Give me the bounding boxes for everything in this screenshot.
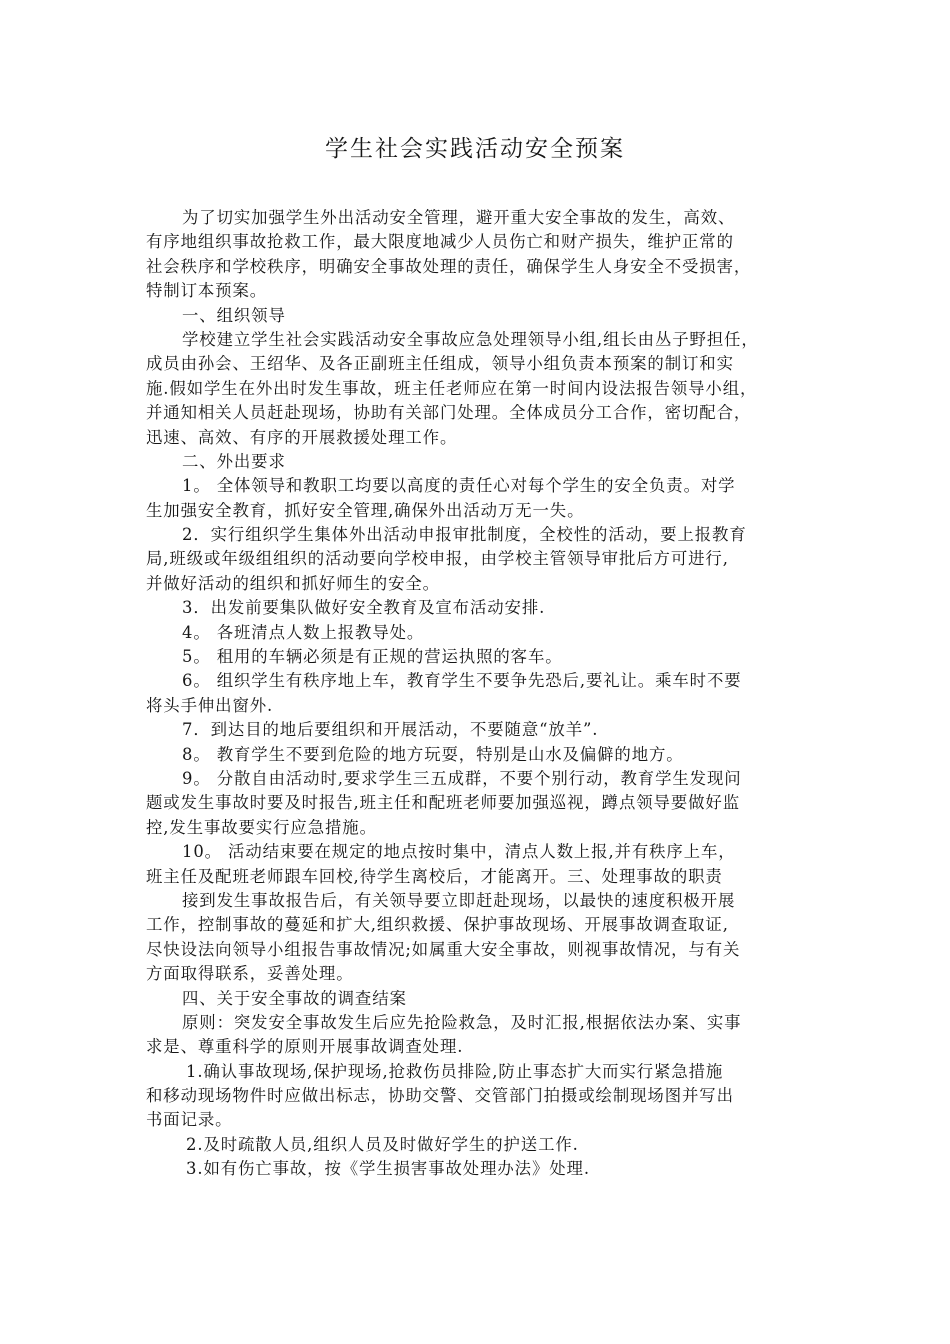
paragraph-line: 特制订本预案。: [146, 281, 268, 301]
paragraph-line: 工作，控制事故的蔓延和扩大,组织救援、保护事故现场、开展事故调查取证,: [146, 915, 729, 935]
document-body: [146, 206, 814, 1182]
document-title: 学生社会实践活动安全预案: [325, 136, 625, 162]
list-item-line: 控,发生事故要实行应急措施。: [146, 817, 377, 837]
paragraph-line: 迅速、高效、有序的开展救援处理工作。: [146, 427, 458, 447]
list-item-line: 1。 全体领导和教职工均要以高度的责任心对每个学生的安全负责。对学: [182, 476, 736, 496]
paragraph-line: 施.假如学生在外出时发生事故，班主任老师应在第一时间内设法报告领导小组，: [146, 378, 758, 398]
paragraph-line: 求是、尊重科学的原则开展事故调查处理.: [146, 1037, 464, 1057]
paragraph-line: 成员由孙会、王绍华、及各正副班主任组成，领导小组负责本预案的制订和实: [146, 354, 734, 374]
section-heading: 四、关于安全事故的调查结案: [182, 988, 407, 1008]
section-heading: 二、外出要求: [182, 451, 286, 471]
list-item-line: 8。 教育学生不要到危险的地方玩耍，特别是山水及偏僻的地方。: [182, 744, 684, 764]
paragraph-line: 接到发生事故报告后，有关领导要立即赶赴现场，以最快的速度积极开展: [182, 890, 736, 910]
paragraph-line: 有序地组织事故抢救工作，最大限度地减少人员伤亡和财产损失，维护正常的: [146, 232, 734, 252]
list-item-line: 局,班级或年级组组织的活动要向学校申报，由学校主管领导审批后方可进行,: [146, 549, 729, 569]
list-item-line: 将头手伸出窗外.: [146, 695, 274, 715]
paragraph-line: 为了切实加强学生外出活动安全管理，避开重大安全事故的发生，高效、: [182, 208, 736, 227]
list-item-line: 9。 分散自由活动时,要求学生三五成群，不要个别行动，教育学生发现问: [182, 768, 742, 788]
list-item-line: 3.如有伤亡事故，按《学生损害事故处理办法》处理.: [186, 1159, 590, 1179]
list-item-line: 5。 租用的车辆必须是有正规的营运执照的客车。: [182, 647, 563, 667]
paragraph-line: 方面取得联系，妥善处理。: [146, 964, 354, 984]
list-item-line: 3．出发前要集队做好安全教育及宣布活动安排.: [182, 598, 546, 618]
list-item-line: 并做好活动的组织和抓好师生的安全。: [146, 573, 440, 593]
list-item-line: 4。 各班清点人数上报教导处。: [182, 622, 425, 642]
list-item-line: 6。 组织学生有秩序地上车，教育学生不要争先恐后,要礼让。乘车时不要: [182, 671, 742, 691]
list-item-line: 生加强安全教育，抓好安全管理,确保外出活动万无一失。: [146, 500, 585, 520]
list-item-line: 7．到达目的地后要组织和开展活动，不要随意“放羊”.: [182, 720, 599, 740]
list-item-line: 2．实行组织学生集体外出活动申报审批制度，全校性的活动，要上报教育: [182, 525, 747, 545]
list-item-line: 1.确认事故现场,保护现场,抢救伤员排险,防止事态扩大而实行紧急措施: [186, 1061, 724, 1081]
section-heading: 一、组织领导: [182, 305, 286, 325]
list-item-line: 10。 活动结束要在规定的地点按时集中，清点人数上报,并有秩序上车，: [182, 842, 736, 862]
list-item-line: 和移动现场物件时应做出标志，协助交警、交管部门拍摄或绘制现场图并写出: [146, 1086, 734, 1106]
paragraph-line: 原则：突发安全事故发生后应先抢险救急，及时汇报,根据依法办案、实事: [182, 1012, 742, 1032]
paragraph-line: 社会秩序和学校秩序，明确安全事故处理的责任，确保学生人身安全不受损害，: [146, 256, 752, 276]
list-item-line: 班主任及配班老师跟车回校,待学生离校后，才能离开。三、处理事故的职责: [146, 866, 723, 886]
list-item-line: 题或发生事故时要及时报告,班主任和配班老师要加强巡视，蹲点领导要做好监: [146, 793, 740, 813]
paragraph-line: 学校建立学生社会实践活动安全事故应急处理领导小组,组长由丛子野担任，: [182, 329, 759, 349]
paragraph-line: 尽快设法向领导小组报告事故情况;如属重大安全事故，则视事故情况，与有关: [146, 939, 741, 959]
list-item-line: 2.及时疏散人员,组织人员及时做好学生的护送工作.: [186, 1134, 579, 1154]
list-item-line: 书面记录。: [146, 1110, 233, 1130]
paragraph-line: 并通知相关人员赶赴现场，协助有关部门处理。全体成员分工合作，密切配合，: [146, 403, 752, 423]
